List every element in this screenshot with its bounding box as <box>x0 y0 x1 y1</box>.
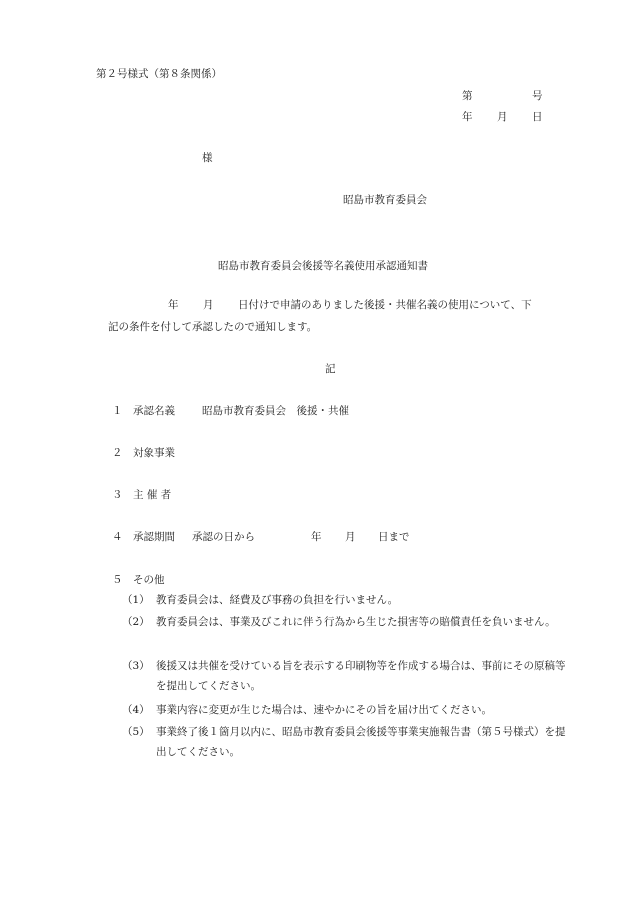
item-target-project <box>0 446 630 460</box>
item-approval-period <box>0 530 630 544</box>
period-month: 月 <box>345 531 356 543</box>
body-year: 年 <box>168 299 179 311</box>
item-number: ４ <box>112 531 123 543</box>
doc-number-suffix: 号 <box>532 90 543 102</box>
body-line1-rest: 日付けで申請のありました後援・共催名義の使用について、下 <box>238 299 532 311</box>
item-value: 昭島市教育委員会 後援・共催 <box>202 405 349 417</box>
item-label: 承認期間 <box>133 531 175 543</box>
ki-heading: 記 <box>325 363 336 375</box>
body-line-2: 記の条件を付して承認したので通知します。 <box>108 321 318 333</box>
condition-item <box>122 722 574 762</box>
condition-item <box>122 612 574 632</box>
period-year: 年 <box>311 531 322 543</box>
condition-number: （3） <box>122 660 150 672</box>
condition-item <box>122 700 574 720</box>
period-until: 日まで <box>378 531 410 543</box>
condition-text: 事業内容に変更が生じた場合は、速やかにその旨を届け出てください。 <box>156 704 492 716</box>
condition-number: （2） <box>122 616 150 628</box>
document-date <box>0 110 630 124</box>
item-label: 対象事業 <box>133 447 175 459</box>
item-label: その他 <box>133 574 165 586</box>
doc-date-month: 月 <box>497 111 508 123</box>
item-approved-name <box>0 404 630 418</box>
item-number: ３ <box>112 489 123 501</box>
body-line-1 <box>0 298 630 312</box>
doc-date-year: 年 <box>462 111 473 123</box>
condition-number: （1） <box>122 594 150 606</box>
condition-item <box>122 590 574 610</box>
period-from: 承認の日から <box>192 531 255 543</box>
item-organizer <box>0 488 630 502</box>
item-number: １ <box>112 405 123 417</box>
item-label: 主 催 者 <box>133 489 172 501</box>
condition-item <box>122 656 574 696</box>
document-title: 昭島市教育委員会後援等名義使用承認通知書 <box>218 260 428 272</box>
condition-text: 教育委員会は、経費及び事務の負担を行いません。 <box>156 594 399 606</box>
doc-number-prefix: 第 <box>462 90 473 102</box>
condition-text: 後援又は共催を受けている旨を表示する印刷物等を作成する場合は、事前にその原稿等を提出してください。 <box>156 660 566 692</box>
item-other <box>0 573 630 587</box>
doc-date-day: 日 <box>532 111 543 123</box>
item-number: ５ <box>112 574 123 586</box>
condition-text: 事業終了後１箇月以内に、昭島市教育委員会後援等事業実施報告書（第５号様式）を提出してください。 <box>156 726 566 758</box>
body-month: 月 <box>203 299 214 311</box>
document-number <box>0 89 630 103</box>
condition-number: （5） <box>122 726 150 738</box>
form-label: 第２号様式（第８条関係） <box>96 68 222 80</box>
item-number: ２ <box>112 447 123 459</box>
condition-number: （4） <box>122 704 150 716</box>
condition-text: 教育委員会は、事業及びこれに伴う行為から生じた損害等の賠償責任を負いません。 <box>156 616 556 628</box>
item-label: 承認名義 <box>133 405 175 417</box>
issuer: 昭島市教育委員会 <box>343 194 427 206</box>
addressee-suffix: 様 <box>202 152 213 164</box>
